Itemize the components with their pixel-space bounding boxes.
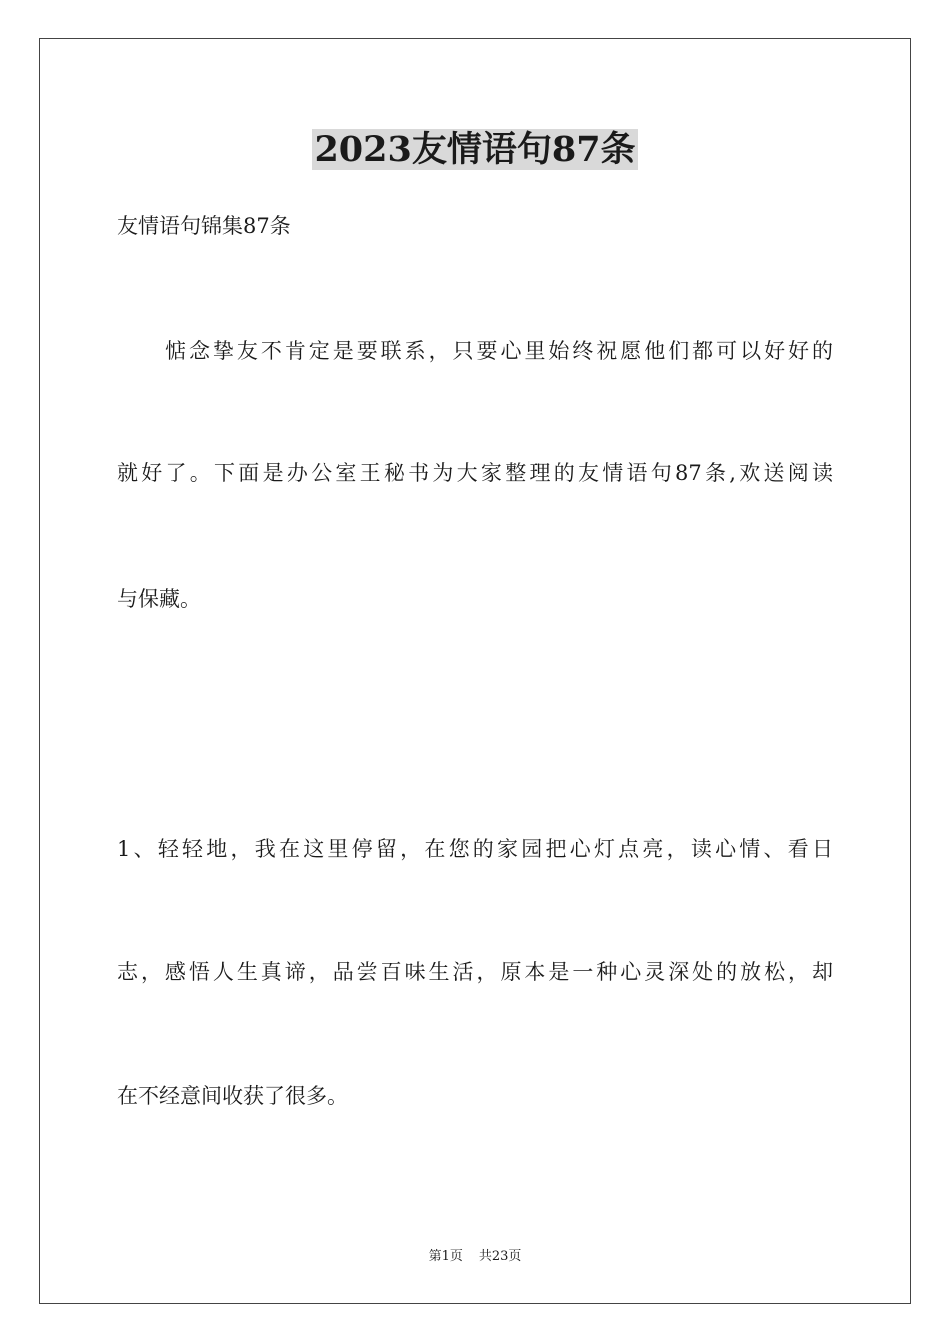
page-footer [0,1248,950,1266]
item-1-line-2: 志，感悟人生真谛，品尝百味生活，原本是一种心灵深处的放松，却 [117,960,833,984]
document-title [0,126,950,174]
intro-line-1: 惦念挚友不肯定是要联系，只要心里始终祝愿他们都可以好好的 [165,339,833,363]
document-subtitle: 友情语句锦集87条 [117,214,291,238]
intro-line-3: 与保藏。 [117,587,201,611]
page-number: 第1页 [428,1249,463,1264]
page-total: 共23页 [478,1249,522,1264]
item-1-line-1: 1、轻轻地，我在这里停留，在您的家园把心灯点亮，读心情、看日 [117,837,833,861]
document-title-text: 2023友情语句87条 [314,129,636,170]
item-1-line-3: 在不经意间收获了很多。 [117,1084,348,1108]
intro-line-2: 就好了。下面是办公室王秘书为大家整理的友情语句87条,欢送阅读 [117,461,833,485]
